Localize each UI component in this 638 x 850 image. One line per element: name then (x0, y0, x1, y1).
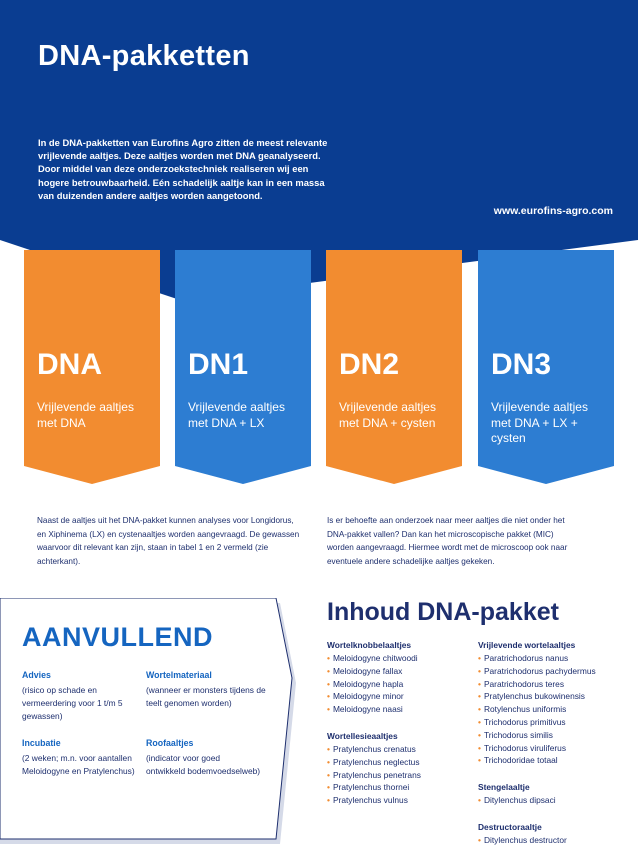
species-name: Trichodorus viruliferus (483, 742, 567, 753)
species-list-item (478, 834, 638, 847)
species-list-item (327, 652, 487, 665)
paragraph-left: Naast de aaltjes uit het DNA-pakket kunnen analyses voor Longidorus, en Xiphinema (LX) en cystenaaltjes worden aangevraagd. De gewassen waarvoor dit relevant kan zijn, staan in tabel 1 en 2 vermeld (zie achterkant). (37, 516, 300, 566)
aanvullend-heading: Roofaaltjes (146, 738, 194, 748)
inhoud-right-column (478, 639, 638, 850)
bullet-icon: • (478, 795, 481, 806)
paragraph-right: Is er behoefte aan onderzoek naar meer aaltjes die niet onder het DNA-pakket vallen? Dan kan het microscopische pakket (MIC) worden aangevraagd. Hiermee wordt met de microscoop ook naar eventuele andere schadelijke aaltjes gekeken. (327, 516, 568, 566)
bullet-icon: • (478, 665, 481, 676)
species-group-heading: Destructoraaltje (478, 821, 542, 832)
aanvullend-text: (risico op schade en vermeerdering voor 1 t/m 5 gewassen) (22, 685, 123, 721)
species-list-item (327, 678, 487, 691)
species-group (478, 639, 638, 767)
species-list-item (478, 678, 638, 691)
species-list (327, 652, 487, 716)
species-list (478, 834, 638, 847)
species-list-item (478, 742, 638, 755)
aanvullend-item-roofaaltjes (146, 737, 261, 778)
species-name: Paratrichodorus nanus (483, 653, 569, 663)
bullet-icon: • (478, 755, 481, 766)
species-name: Meloidogyne hapla (332, 678, 404, 689)
aanvullend-heading: Wortelmateriaal (146, 670, 212, 680)
aanvullend-item-incubatie (22, 737, 137, 778)
bullet-icon: • (478, 742, 481, 753)
species-list (478, 652, 638, 767)
species-list-item (478, 652, 638, 665)
species-group (478, 781, 638, 807)
bullet-icon: • (478, 678, 481, 689)
species-list-item (478, 729, 638, 742)
species-group-heading: Wortelknobbelaaltjes (327, 640, 412, 650)
package-code: DN1 (188, 348, 249, 381)
package-dn3 (478, 250, 614, 484)
species-list-item (478, 754, 638, 767)
species-name: Trichodoridae totaal (483, 755, 558, 766)
bullet-icon: • (478, 834, 481, 845)
bullet-icon: • (327, 795, 330, 806)
bullet-icon: • (478, 729, 481, 740)
package-code: DN3 (491, 348, 552, 381)
species-name: Trichodorus primitivus (483, 716, 566, 727)
bullet-icon: • (327, 769, 330, 780)
species-list (478, 794, 638, 807)
species-name: Pratylenchus penetrans (332, 769, 421, 780)
species-name: Rotylenchus uniformis (483, 704, 567, 715)
inhoud-title: Inhoud DNA-pakket (327, 598, 559, 626)
aanvullend-heading: Incubatie (22, 738, 61, 748)
bullet-icon: • (478, 653, 481, 663)
aanvullend-title: AANVULLEND (22, 622, 213, 652)
aanvullend-heading: Advies (22, 670, 51, 680)
species-list-item (478, 703, 638, 716)
aanvullend-item-advies (22, 669, 137, 723)
bullet-icon: • (327, 743, 330, 754)
species-name: Meloidogyne chitwoodi (332, 653, 418, 663)
species-list-item (327, 703, 487, 716)
species-name: Paratrichodorus pachydermus (483, 665, 596, 676)
species-name: Meloidogyne minor (332, 691, 404, 702)
website-link[interactable]: www.eurofins-agro.com (493, 205, 613, 217)
bullet-icon: • (327, 756, 330, 767)
aanvullend-text: (indicator voor goed ontwikkeld bodemvoedselweb) (146, 753, 261, 776)
species-name: Meloidogyne fallax (332, 665, 403, 676)
bullet-icon: • (327, 665, 330, 676)
package-description: Vrijlevende aaltjes met DNA + LX (188, 400, 285, 430)
aanvullend-item-wortelmateriaal (146, 669, 281, 710)
species-group (327, 730, 487, 807)
species-group-heading: Wortellesieaaltjes (327, 730, 398, 741)
package-dna (24, 250, 160, 484)
package-description: Vrijlevende aaltjes met DNA + LX + cysten (491, 400, 588, 445)
species-name: Ditylenchus dipsaci (483, 795, 556, 806)
package-description: Vrijlevende aaltjes met DNA (37, 400, 134, 430)
species-list-item (327, 756, 487, 769)
aanvullend-text: (2 weken; m.n. voor aantallen Meloidogyne en Pratylenchus) (22, 753, 135, 776)
species-group (478, 821, 638, 847)
species-list (327, 743, 487, 807)
species-name: Pratylenchus crenatus (332, 743, 416, 754)
species-group-heading: Stengelaaltje (478, 782, 530, 793)
species-name: Pratylenchus vulnus (332, 795, 408, 806)
bullet-icon: • (478, 704, 481, 715)
species-list-item (327, 781, 487, 794)
species-list-item (478, 716, 638, 729)
package-description: Vrijlevende aaltjes met DNA + cysten (339, 400, 436, 430)
bullet-icon: • (327, 678, 330, 689)
inhoud-left-column (327, 639, 487, 821)
bullet-icon: • (478, 716, 481, 727)
intro-text: In de DNA-pakketten van Eurofins Agro zitten de meest relevante vrijlevende aaltjes. Deze aaltjes worden met DNA geanalyseerd. Door middel van deze onderzoekstechniek realiseren wij een hogere betrouwbaarheid. Eén schadelijk aaltje kan in een massa van duizenden andere aaltjes worden aangetoond. (38, 137, 328, 201)
species-list-item (478, 665, 638, 678)
species-group (327, 639, 487, 716)
species-list-item (327, 743, 487, 756)
species-name: Pratylenchus bukowinensis (483, 691, 585, 702)
bullet-icon: • (327, 653, 330, 663)
bullet-icon: • (478, 691, 481, 702)
package-dn2 (326, 250, 462, 484)
species-list-item (327, 769, 487, 782)
species-name: Paratrichodorus teres (483, 678, 565, 689)
species-name: Pratylenchus thornei (332, 782, 410, 793)
species-list-item (327, 690, 487, 703)
species-list-item (478, 690, 638, 703)
aanvullend-text: (wanneer er monsters tijdens de teelt genomen worden) (146, 685, 266, 708)
species-list-item (327, 665, 487, 678)
package-code: DN2 (339, 348, 400, 381)
species-list-item (327, 794, 487, 807)
package-code: DNA (37, 348, 102, 381)
page-title: DNA-pakketten (38, 40, 250, 72)
bullet-icon: • (327, 782, 330, 793)
bullet-icon: • (327, 704, 330, 715)
species-name: Trichodorus similis (483, 729, 553, 740)
species-name: Pratylenchus neglectus (332, 756, 420, 767)
species-name: Meloidogyne naasi (332, 704, 403, 715)
species-group-heading: Vrijlevende wortelaaltjes (478, 640, 576, 650)
species-list-item (478, 794, 638, 807)
bullet-icon: • (327, 691, 330, 702)
package-dn1 (175, 250, 311, 484)
species-name: Ditylenchus destructor (483, 834, 567, 845)
